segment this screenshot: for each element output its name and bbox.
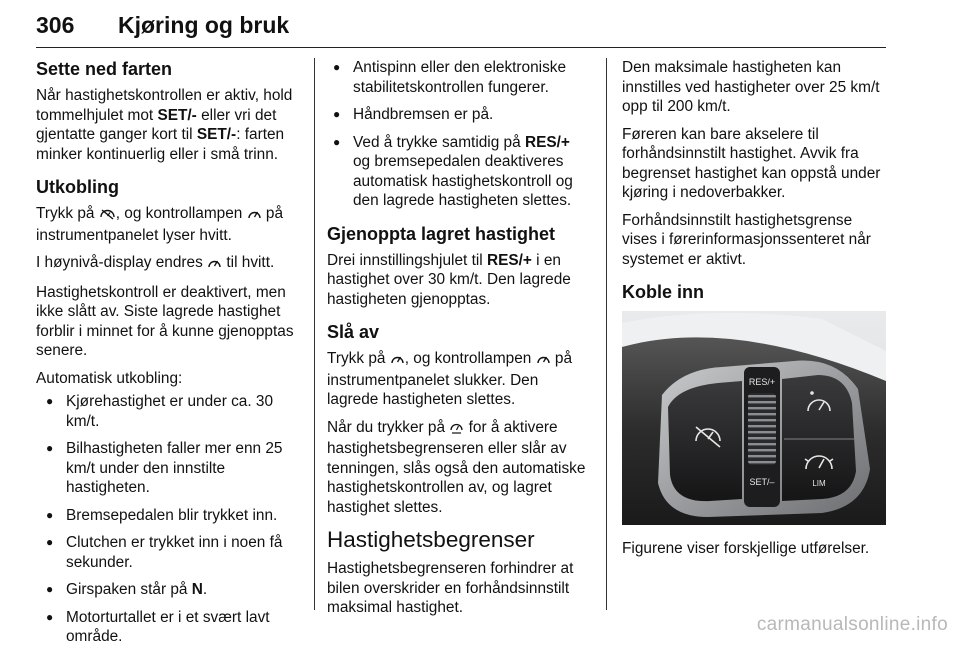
cruise-control-lamp-icon xyxy=(390,351,405,371)
list-item: ● Girspaken står på N. xyxy=(36,580,302,600)
header-divider xyxy=(36,47,886,48)
list-item: ● Håndbremsen er på. xyxy=(327,105,591,125)
page-number: 306 xyxy=(36,12,75,38)
heading-utkobling: Utkobling xyxy=(36,177,119,197)
list-item: ● Antispinn eller den elektroniske stabilitetskontrollen fungerer. xyxy=(327,58,591,97)
auto-disengage-list xyxy=(36,392,302,647)
column-2 xyxy=(327,58,591,626)
paragraph: Trykk på , og kontrollampen på instrumentpanelet lyser hvitt. xyxy=(36,205,284,244)
paragraph: Når hastighetskontrollen er aktiv, hold tommelhjulet mot SET/- eller vri det gjentatte ganger kort til SET/-: farten minker kontinuerlig eller i små trinn. xyxy=(36,87,293,163)
paragraph: Trykk på , og kontrollampen på instrumentpanelet slukker. Den lagrede hastigheten slettes. xyxy=(327,350,573,408)
heading-gjenoppta: Gjenoppta lagret hastighet xyxy=(327,223,556,244)
column-3 xyxy=(622,58,888,567)
paragraph: Forhåndsinnstilt hastighetsgrense vises i førerinformasjonssenteret når systemet er aktivt. xyxy=(622,211,871,268)
steering-wheel-controls-figure xyxy=(622,311,886,525)
heading-sla-av: Slå av xyxy=(327,322,380,342)
paragraph: I høynivå-display endres til hvitt. xyxy=(36,253,302,275)
cruise-control-lamp-icon xyxy=(207,255,222,275)
paragraph: Hastighetskontroll er deaktivert, men ikke slått av. Siste lagrede hastighet forblir i minnet for å kunne gjenopptas senere. xyxy=(36,283,294,359)
heading-hastighetsbegrenser: Hastighetsbegrenser xyxy=(327,527,535,552)
list-item: ● Clutchen er trykket inn i noen få sekunder. xyxy=(36,533,302,572)
cruise-cancel-icon xyxy=(99,206,116,226)
paragraph: Føreren kan bare akselere til forhåndsinnstilt hastighet. Avvik fra begrenset hastighet kan oppstå under kjøring i nedoverbakker. xyxy=(622,125,881,201)
speed-limiter-icon xyxy=(449,420,464,440)
set-minus-label: SET/– xyxy=(749,477,775,487)
page-title: Kjøring og bruk xyxy=(118,12,290,38)
res-plus-label: RES/+ xyxy=(748,377,776,387)
paragraph: Drei innstillingshjulet til RES/+ i en hastighet over 30 km/t. Den lagrede hastigheten gjenopptas. xyxy=(327,251,571,308)
column-divider-1 xyxy=(314,58,315,610)
figure-caption: Figurene viser forskjellige utførelser. xyxy=(622,540,870,557)
watermark: carmanualsonline.info xyxy=(756,614,948,635)
paragraph: Den maksimale hastigheten kan innstilles ved hastigheter over 25 km/t opp til 200 km/t. xyxy=(622,59,880,115)
heading-koble-inn: Koble inn xyxy=(622,282,704,302)
auto-disengage-list-continued xyxy=(327,58,591,211)
list-item: ● Bremsepedalen blir trykket inn. xyxy=(36,506,302,526)
cruise-control-lamp-icon xyxy=(536,351,551,371)
column-1 xyxy=(36,58,302,655)
paragraph: Automatisk utkobling: xyxy=(36,369,183,387)
list-item: ● Bilhastigheten faller mer enn 25 km/t under den innstilte hastigheten. xyxy=(36,439,302,498)
paragraph: Når du trykker på for å aktivere hastighetsbegrenseren eller slår av tenningen, slås også den automatiske hastighetskontrollen av, og lagret hastighet slettes. xyxy=(327,418,586,516)
paragraph: Hastighetsbegrenseren forhindrer at bilen overskrider en forhåndsinnstilt maksimal hastighet. xyxy=(327,560,574,616)
list-item: ● Ved å trykke samtidig på RES/+ og bremsepedalen deaktiveres automatisk hastighetskontroll og den lagrede hastigheten slettes. xyxy=(327,133,591,211)
list-item: ● Motorturtallet er i et svært lavt område. xyxy=(36,608,302,647)
heading-sette-ned-farten: Sette ned farten xyxy=(36,59,173,79)
page-header xyxy=(36,12,886,44)
list-item: ● Kjørehastighet er under ca. 30 km/t. xyxy=(36,392,302,431)
column-divider-2 xyxy=(606,58,607,610)
cruise-control-lamp-icon xyxy=(247,206,262,226)
lim-label: LIM xyxy=(812,479,826,488)
